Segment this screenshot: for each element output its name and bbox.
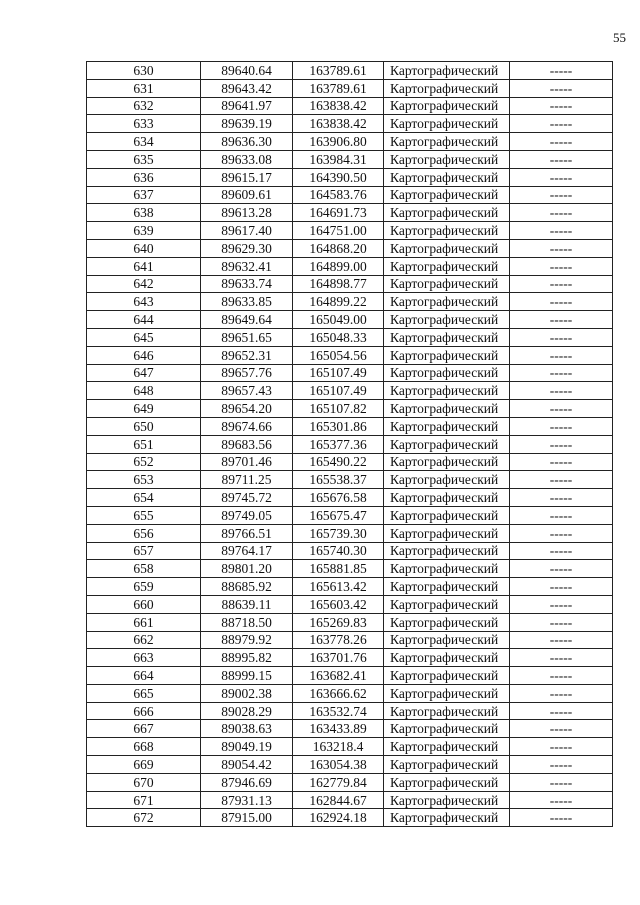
method-cell: Картографический [384, 186, 510, 204]
x-coordinate-cell: 89641.97 [201, 97, 293, 115]
y-coordinate-cell: 164898.77 [293, 275, 384, 293]
point-number-cell: 656 [87, 524, 201, 542]
point-number-cell: 644 [87, 311, 201, 329]
note-cell: ----- [510, 542, 613, 560]
table-row [87, 222, 613, 240]
method-cell: Картографический [384, 773, 510, 791]
note-cell: ----- [510, 97, 613, 115]
y-coordinate-cell: 164390.50 [293, 168, 384, 186]
method-cell: Картографический [384, 346, 510, 364]
x-coordinate-cell: 89674.66 [201, 417, 293, 435]
coordinates-table-body [87, 62, 613, 827]
method-cell: Картографический [384, 506, 510, 524]
table-row [87, 257, 613, 275]
point-number-cell: 664 [87, 667, 201, 685]
note-cell: ----- [510, 133, 613, 151]
method-cell: Картографический [384, 791, 510, 809]
x-coordinate-cell: 89633.08 [201, 150, 293, 168]
y-coordinate-cell: 163838.42 [293, 115, 384, 133]
x-coordinate-cell: 87915.00 [201, 809, 293, 827]
y-coordinate-cell: 162779.84 [293, 773, 384, 791]
method-cell: Картографический [384, 328, 510, 346]
x-coordinate-cell: 89002.38 [201, 684, 293, 702]
coordinates-table [86, 61, 613, 827]
method-cell: Картографический [384, 435, 510, 453]
table-row [87, 738, 613, 756]
note-cell: ----- [510, 702, 613, 720]
y-coordinate-cell: 165881.85 [293, 560, 384, 578]
method-cell: Картографический [384, 400, 510, 418]
note-cell: ----- [510, 613, 613, 631]
table-row [87, 115, 613, 133]
note-cell: ----- [510, 524, 613, 542]
table-row [87, 186, 613, 204]
point-number-cell: 634 [87, 133, 201, 151]
table-row [87, 311, 613, 329]
table-row [87, 649, 613, 667]
method-cell: Картографический [384, 204, 510, 222]
note-cell: ----- [510, 773, 613, 791]
point-number-cell: 643 [87, 293, 201, 311]
x-coordinate-cell: 89651.65 [201, 328, 293, 346]
y-coordinate-cell: 165613.42 [293, 578, 384, 596]
point-number-cell: 646 [87, 346, 201, 364]
x-coordinate-cell: 89609.61 [201, 186, 293, 204]
table-row [87, 168, 613, 186]
note-cell: ----- [510, 400, 613, 418]
note-cell: ----- [510, 186, 613, 204]
x-coordinate-cell: 89633.85 [201, 293, 293, 311]
y-coordinate-cell: 165054.56 [293, 346, 384, 364]
method-cell: Картографический [384, 364, 510, 382]
method-cell: Картографический [384, 97, 510, 115]
x-coordinate-cell: 89028.29 [201, 702, 293, 720]
x-coordinate-cell: 89640.64 [201, 62, 293, 80]
note-cell: ----- [510, 720, 613, 738]
method-cell: Картографический [384, 293, 510, 311]
x-coordinate-cell: 88995.82 [201, 649, 293, 667]
table-row [87, 773, 613, 791]
point-number-cell: 652 [87, 453, 201, 471]
y-coordinate-cell: 163433.89 [293, 720, 384, 738]
note-cell: ----- [510, 595, 613, 613]
point-number-cell: 661 [87, 613, 201, 631]
x-coordinate-cell: 89649.64 [201, 311, 293, 329]
point-number-cell: 651 [87, 435, 201, 453]
x-coordinate-cell: 89643.42 [201, 79, 293, 97]
note-cell: ----- [510, 435, 613, 453]
note-cell: ----- [510, 222, 613, 240]
method-cell: Картографический [384, 720, 510, 738]
table-row [87, 631, 613, 649]
y-coordinate-cell: 165675.47 [293, 506, 384, 524]
x-coordinate-cell: 89636.30 [201, 133, 293, 151]
point-number-cell: 649 [87, 400, 201, 418]
x-coordinate-cell: 89654.20 [201, 400, 293, 418]
point-number-cell: 659 [87, 578, 201, 596]
point-number-cell: 655 [87, 506, 201, 524]
table-row [87, 133, 613, 151]
table-row [87, 150, 613, 168]
point-number-cell: 672 [87, 809, 201, 827]
x-coordinate-cell: 87946.69 [201, 773, 293, 791]
note-cell: ----- [510, 560, 613, 578]
y-coordinate-cell: 164899.22 [293, 293, 384, 311]
note-cell: ----- [510, 150, 613, 168]
x-coordinate-cell: 89701.46 [201, 453, 293, 471]
note-cell: ----- [510, 791, 613, 809]
table-row [87, 613, 613, 631]
y-coordinate-cell: 164751.00 [293, 222, 384, 240]
point-number-cell: 667 [87, 720, 201, 738]
point-number-cell: 653 [87, 471, 201, 489]
point-number-cell: 669 [87, 756, 201, 774]
x-coordinate-cell: 89615.17 [201, 168, 293, 186]
note-cell: ----- [510, 62, 613, 80]
point-number-cell: 635 [87, 150, 201, 168]
point-number-cell: 636 [87, 168, 201, 186]
y-coordinate-cell: 165049.00 [293, 311, 384, 329]
y-coordinate-cell: 165269.83 [293, 613, 384, 631]
method-cell: Картографический [384, 222, 510, 240]
table-row [87, 239, 613, 257]
point-number-cell: 668 [87, 738, 201, 756]
method-cell: Картографический [384, 471, 510, 489]
point-number-cell: 630 [87, 62, 201, 80]
x-coordinate-cell: 89613.28 [201, 204, 293, 222]
note-cell: ----- [510, 649, 613, 667]
y-coordinate-cell: 163984.31 [293, 150, 384, 168]
table-row [87, 471, 613, 489]
note-cell: ----- [510, 667, 613, 685]
point-number-cell: 666 [87, 702, 201, 720]
method-cell: Картографический [384, 542, 510, 560]
method-cell: Картографический [384, 738, 510, 756]
table-row [87, 791, 613, 809]
y-coordinate-cell: 165740.30 [293, 542, 384, 560]
note-cell: ----- [510, 631, 613, 649]
x-coordinate-cell: 89766.51 [201, 524, 293, 542]
table-row [87, 275, 613, 293]
x-coordinate-cell: 89764.17 [201, 542, 293, 560]
y-coordinate-cell: 163218.4 [293, 738, 384, 756]
method-cell: Картографический [384, 809, 510, 827]
table-row [87, 809, 613, 827]
note-cell: ----- [510, 328, 613, 346]
table-row [87, 506, 613, 524]
x-coordinate-cell: 89639.19 [201, 115, 293, 133]
y-coordinate-cell: 164868.20 [293, 239, 384, 257]
table-row [87, 595, 613, 613]
method-cell: Картографический [384, 524, 510, 542]
table-row [87, 489, 613, 507]
note-cell: ----- [510, 684, 613, 702]
method-cell: Картографический [384, 133, 510, 151]
x-coordinate-cell: 89633.74 [201, 275, 293, 293]
point-number-cell: 660 [87, 595, 201, 613]
y-coordinate-cell: 162844.67 [293, 791, 384, 809]
y-coordinate-cell: 163789.61 [293, 79, 384, 97]
note-cell: ----- [510, 489, 613, 507]
table-row [87, 346, 613, 364]
point-number-cell: 631 [87, 79, 201, 97]
point-number-cell: 670 [87, 773, 201, 791]
table-row [87, 382, 613, 400]
table-row [87, 79, 613, 97]
y-coordinate-cell: 163054.38 [293, 756, 384, 774]
x-coordinate-cell: 89801.20 [201, 560, 293, 578]
y-coordinate-cell: 164583.76 [293, 186, 384, 204]
x-coordinate-cell: 89657.76 [201, 364, 293, 382]
y-coordinate-cell: 165676.58 [293, 489, 384, 507]
note-cell: ----- [510, 239, 613, 257]
note-cell: ----- [510, 364, 613, 382]
note-cell: ----- [510, 275, 613, 293]
x-coordinate-cell: 89632.41 [201, 257, 293, 275]
point-number-cell: 671 [87, 791, 201, 809]
x-coordinate-cell: 89617.40 [201, 222, 293, 240]
method-cell: Картографический [384, 115, 510, 133]
method-cell: Картографический [384, 275, 510, 293]
method-cell: Картографический [384, 311, 510, 329]
method-cell: Картографический [384, 702, 510, 720]
table-row [87, 702, 613, 720]
x-coordinate-cell: 88979.92 [201, 631, 293, 649]
x-coordinate-cell: 88999.15 [201, 667, 293, 685]
point-number-cell: 657 [87, 542, 201, 560]
y-coordinate-cell: 163906.80 [293, 133, 384, 151]
point-number-cell: 650 [87, 417, 201, 435]
method-cell: Картографический [384, 168, 510, 186]
x-coordinate-cell: 89683.56 [201, 435, 293, 453]
method-cell: Картографический [384, 489, 510, 507]
x-coordinate-cell: 89054.42 [201, 756, 293, 774]
table-row [87, 400, 613, 418]
method-cell: Картографический [384, 382, 510, 400]
method-cell: Картографический [384, 631, 510, 649]
table-row [87, 524, 613, 542]
point-number-cell: 642 [87, 275, 201, 293]
x-coordinate-cell: 89657.43 [201, 382, 293, 400]
note-cell: ----- [510, 506, 613, 524]
table-row [87, 453, 613, 471]
note-cell: ----- [510, 471, 613, 489]
note-cell: ----- [510, 578, 613, 596]
y-coordinate-cell: 165107.49 [293, 382, 384, 400]
table-row [87, 328, 613, 346]
method-cell: Картографический [384, 560, 510, 578]
method-cell: Картографический [384, 684, 510, 702]
method-cell: Картографический [384, 453, 510, 471]
table-row [87, 417, 613, 435]
method-cell: Картографический [384, 595, 510, 613]
note-cell: ----- [510, 738, 613, 756]
method-cell: Картографический [384, 613, 510, 631]
table-row [87, 62, 613, 80]
point-number-cell: 639 [87, 222, 201, 240]
y-coordinate-cell: 165538.37 [293, 471, 384, 489]
point-number-cell: 654 [87, 489, 201, 507]
method-cell: Картографический [384, 239, 510, 257]
y-coordinate-cell: 162924.18 [293, 809, 384, 827]
note-cell: ----- [510, 293, 613, 311]
x-coordinate-cell: 88685.92 [201, 578, 293, 596]
note-cell: ----- [510, 115, 613, 133]
method-cell: Картографический [384, 62, 510, 80]
table-row [87, 578, 613, 596]
y-coordinate-cell: 165377.36 [293, 435, 384, 453]
note-cell: ----- [510, 257, 613, 275]
note-cell: ----- [510, 809, 613, 827]
y-coordinate-cell: 164899.00 [293, 257, 384, 275]
note-cell: ----- [510, 79, 613, 97]
note-cell: ----- [510, 756, 613, 774]
note-cell: ----- [510, 453, 613, 471]
point-number-cell: 648 [87, 382, 201, 400]
x-coordinate-cell: 89038.63 [201, 720, 293, 738]
x-coordinate-cell: 89745.72 [201, 489, 293, 507]
method-cell: Картографический [384, 257, 510, 275]
y-coordinate-cell: 165301.86 [293, 417, 384, 435]
note-cell: ----- [510, 346, 613, 364]
table-row [87, 364, 613, 382]
y-coordinate-cell: 165490.22 [293, 453, 384, 471]
method-cell: Картографический [384, 150, 510, 168]
point-number-cell: 663 [87, 649, 201, 667]
point-number-cell: 665 [87, 684, 201, 702]
method-cell: Картографический [384, 667, 510, 685]
y-coordinate-cell: 164691.73 [293, 204, 384, 222]
table-row [87, 97, 613, 115]
point-number-cell: 638 [87, 204, 201, 222]
table-row [87, 560, 613, 578]
table-row [87, 293, 613, 311]
table-row [87, 435, 613, 453]
table-row [87, 720, 613, 738]
y-coordinate-cell: 165603.42 [293, 595, 384, 613]
point-number-cell: 645 [87, 328, 201, 346]
x-coordinate-cell: 89629.30 [201, 239, 293, 257]
x-coordinate-cell: 87931.13 [201, 791, 293, 809]
point-number-cell: 637 [87, 186, 201, 204]
note-cell: ----- [510, 311, 613, 329]
x-coordinate-cell: 88718.50 [201, 613, 293, 631]
method-cell: Картографический [384, 578, 510, 596]
x-coordinate-cell: 89749.05 [201, 506, 293, 524]
point-number-cell: 641 [87, 257, 201, 275]
y-coordinate-cell: 165739.30 [293, 524, 384, 542]
table-row [87, 684, 613, 702]
x-coordinate-cell: 89711.25 [201, 471, 293, 489]
method-cell: Картографический [384, 649, 510, 667]
y-coordinate-cell: 165107.82 [293, 400, 384, 418]
method-cell: Картографический [384, 79, 510, 97]
table-row [87, 667, 613, 685]
point-number-cell: 662 [87, 631, 201, 649]
y-coordinate-cell: 165107.49 [293, 364, 384, 382]
method-cell: Картографический [384, 417, 510, 435]
point-number-cell: 633 [87, 115, 201, 133]
y-coordinate-cell: 163838.42 [293, 97, 384, 115]
point-number-cell: 658 [87, 560, 201, 578]
y-coordinate-cell: 163701.76 [293, 649, 384, 667]
y-coordinate-cell: 163778.26 [293, 631, 384, 649]
y-coordinate-cell: 165048.33 [293, 328, 384, 346]
method-cell: Картографический [384, 756, 510, 774]
note-cell: ----- [510, 417, 613, 435]
page-number: 55 [613, 30, 626, 45]
x-coordinate-cell: 89652.31 [201, 346, 293, 364]
table-row [87, 756, 613, 774]
y-coordinate-cell: 163789.61 [293, 62, 384, 80]
y-coordinate-cell: 163682.41 [293, 667, 384, 685]
note-cell: ----- [510, 204, 613, 222]
point-number-cell: 640 [87, 239, 201, 257]
y-coordinate-cell: 163532.74 [293, 702, 384, 720]
y-coordinate-cell: 163666.62 [293, 684, 384, 702]
note-cell: ----- [510, 168, 613, 186]
point-number-cell: 647 [87, 364, 201, 382]
x-coordinate-cell: 88639.11 [201, 595, 293, 613]
point-number-cell: 632 [87, 97, 201, 115]
note-cell: ----- [510, 382, 613, 400]
x-coordinate-cell: 89049.19 [201, 738, 293, 756]
table-row [87, 204, 613, 222]
table-row [87, 542, 613, 560]
